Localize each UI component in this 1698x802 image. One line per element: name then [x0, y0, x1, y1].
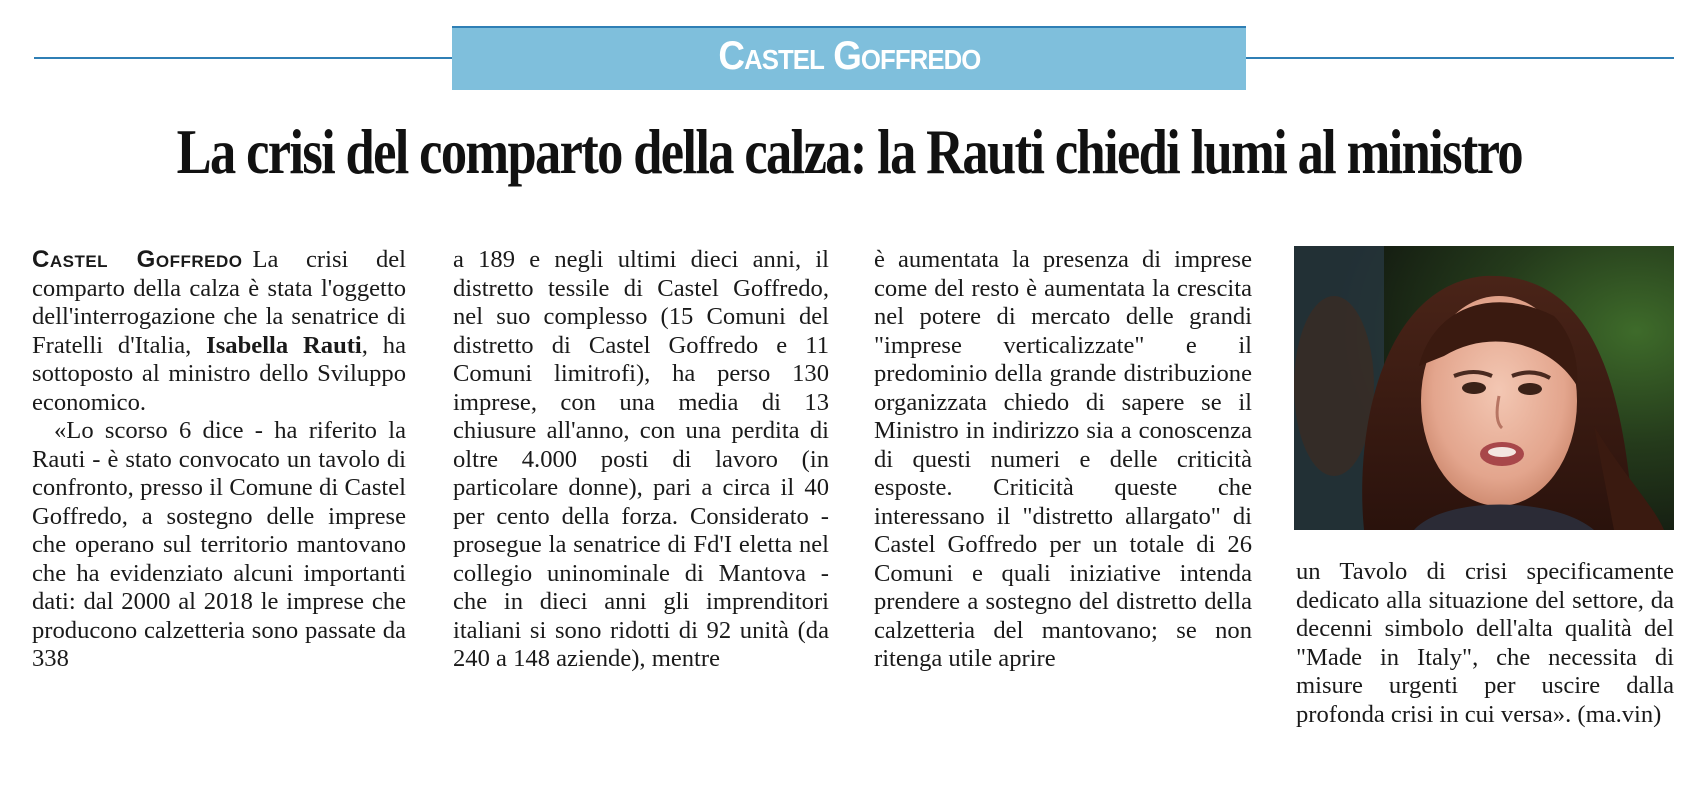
header-rule-right — [1246, 57, 1674, 59]
article-column-1 — [32, 246, 406, 674]
dateline: Castel Goffredo — [32, 246, 243, 273]
section-banner — [452, 26, 1246, 90]
paragraph-text: , ha sottoposto al ministro dello Sviluppo economico. — [32, 331, 407, 416]
article-column-3 — [874, 246, 1252, 674]
article-paragraph — [32, 246, 406, 417]
portrait-image — [1294, 246, 1674, 530]
person-name: Isabella Rauti — [206, 331, 362, 359]
headline — [0, 115, 1698, 189]
article-column-2 — [453, 246, 829, 674]
section-title: Castel Goffredo — [718, 34, 980, 78]
portrait-photo — [1294, 246, 1674, 530]
header-rule-left — [34, 57, 452, 59]
article-paragraph: è aumentata la presenza di imprese come del resto è aumentata la crescita nel potere di mercato delle grandi "imprese verticalizzate" e il predominio della grande distribuzione organizzata chiedo di sapere se il Ministro in indirizzo sia a conoscenza di questi numeri e delle criticità esposte. Criticità queste che interessano il "distretto allargato" di Castel Goffredo per un totale di 26 Comuni e quali iniziative intenda prendere a sostegno del distretto della calzetteria del mantovano; se non ritenga utile aprire — [874, 246, 1252, 672]
article-paragraph: «Lo scorso 6 dice - ha riferito la Rauti - è stato convocato un tavolo di confronto, presso il Comune di Castel Goffredo, a sostegno delle imprese che operano sul territorio mantovano che ha evidenziato alcuni importanti dati: dal 2000 al 2018 le imprese che producono calzetteria sono passate da 338 — [32, 417, 406, 672]
article-paragraph: un Tavolo di crisi specificamente dedicato alla situazione del settore, da decenni simbolo dell'alta qualità del "Made in Italy", che necessita di misure urgenti per uscire dalla profonda crisi in cui versa». (ma.vin) — [1296, 558, 1674, 728]
article-paragraph: a 189 e negli ultimi dieci anni, il distretto tessile di Castel Goffredo, nel suo complesso (15 Comuni del distretto di Castel Goffredo e 11 Comuni limitrofi), ha perso 130 imprese, con una media di 13 chiusure all'anno, con una perdita di oltre 4.000 posti di lavoro (in particolare donne), pari a circa il 40 per cento della forza. Considerato - prosegue la senatrice di Fd'I eletta nel collegio uninominale di Mantova - che in dieci anni gli imprenditori italiani si sono ridotti di 92 unità (da 240 a 148 aziende), mentre — [453, 246, 829, 672]
headline-text: La crisi del comparto della calza: la Rauti chiedi lumi al ministro — [176, 116, 1522, 187]
paragraph-text: La crisi del comparto della calza è stata l'oggetto dell'interrogazione che la senatrice di Fratelli d'Italia, — [32, 246, 407, 359]
article-column-4 — [1296, 558, 1674, 729]
